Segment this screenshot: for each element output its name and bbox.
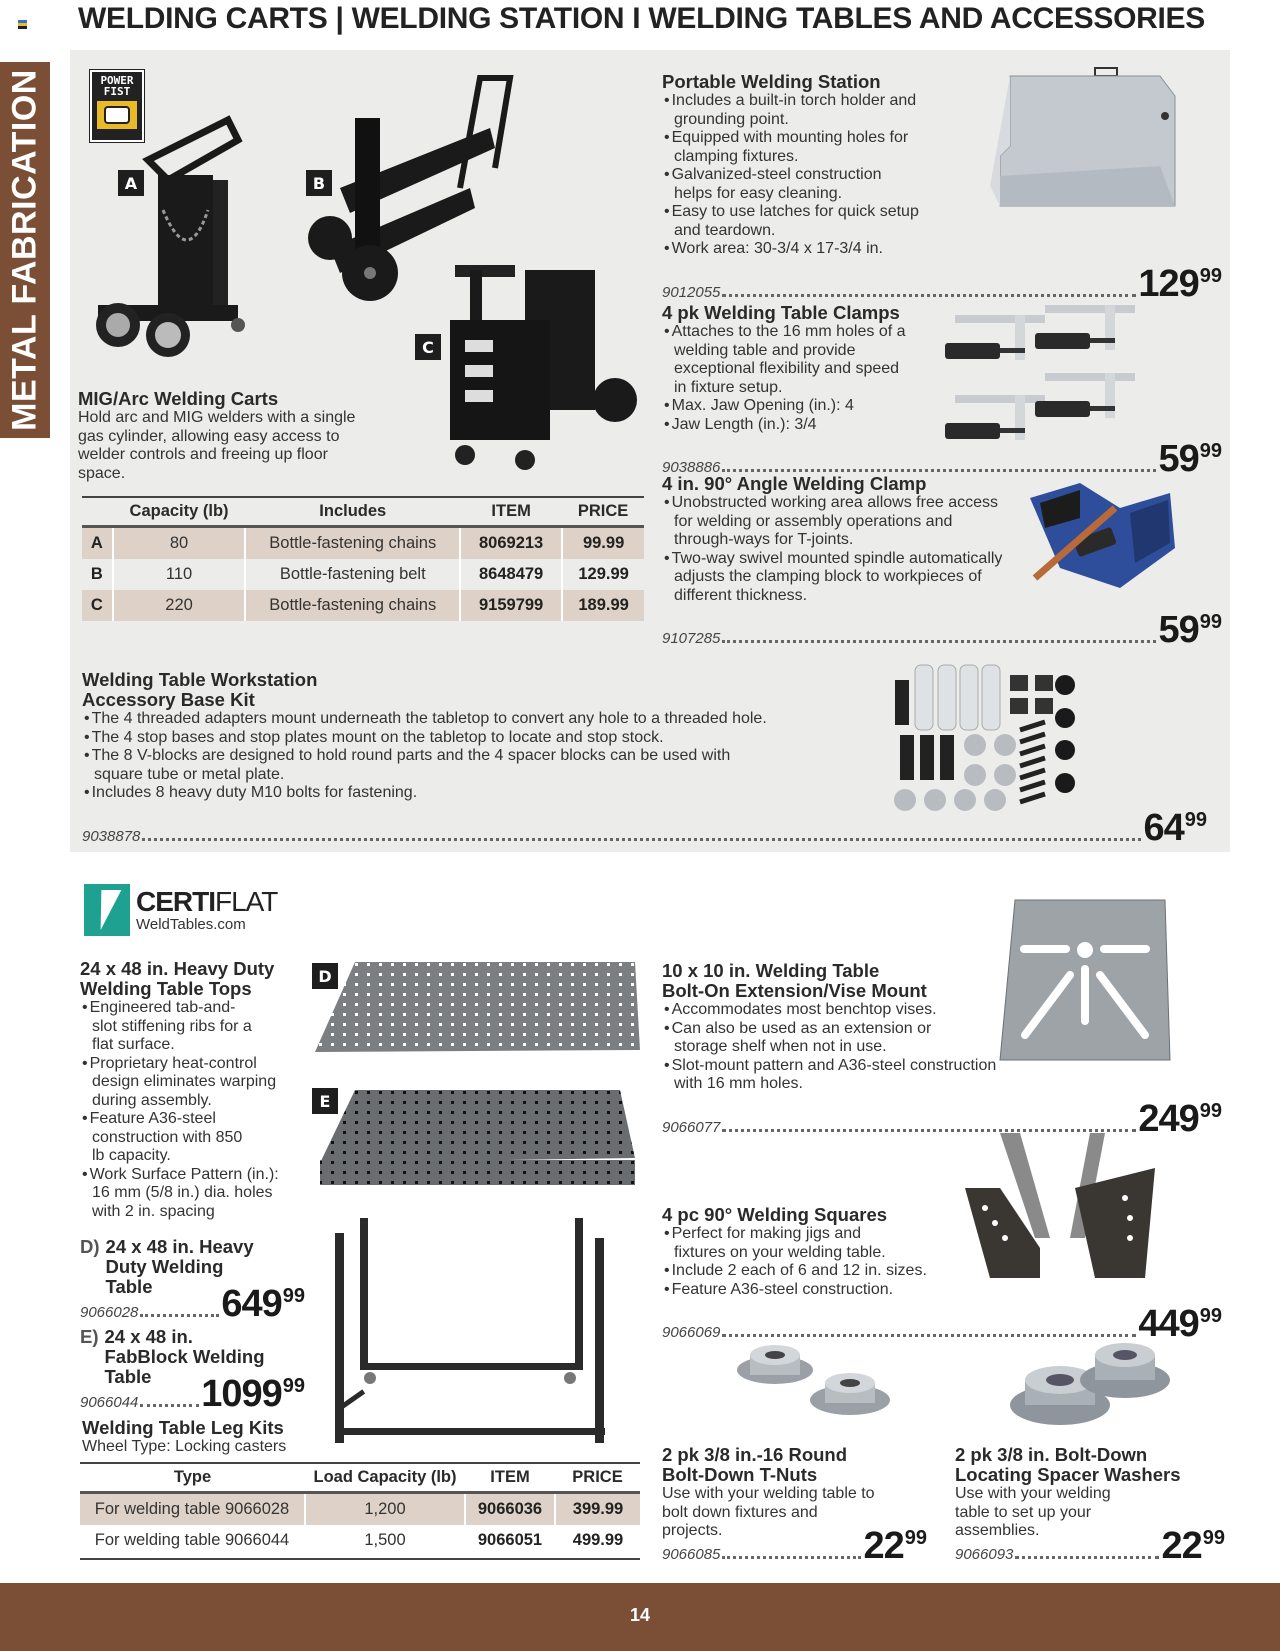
sku-price-line [662, 434, 1222, 480]
product-title: Accessory Base Kit [82, 689, 255, 710]
capacity-cell: 110 [113, 559, 246, 590]
includes-cell: Bottle-fastening belt [245, 559, 460, 590]
feature-list [662, 1001, 1002, 1094]
carts-spec-table [82, 498, 644, 621]
page-number: 14 [629, 1605, 651, 1625]
product-title: Bolt-Down T-Nuts [662, 1464, 818, 1485]
price-cents: 99 [1199, 440, 1222, 462]
price-cell: 99.99 [562, 527, 644, 560]
item-cell: 9066051 [465, 1525, 555, 1556]
price-dollars: 129 [1138, 262, 1199, 305]
lightning-bolt-icon [84, 884, 130, 936]
wordmark-bold: CERTI [136, 885, 215, 917]
sku: 9107285 [662, 630, 721, 647]
logo-text: POWER [100, 74, 134, 87]
product-title: 4 pk Welding Table Clamps [662, 302, 900, 323]
feature-list [662, 323, 907, 434]
welding-squares-image [960, 1128, 1160, 1288]
page-title: WELDING CARTS | WELDING STATION I WELDING TABLES AND ACCESSORIES [78, 2, 1205, 35]
price [1138, 259, 1222, 305]
col-type: Type [80, 1464, 305, 1493]
table-tops-block [80, 959, 300, 1221]
logo-text: FIST [103, 85, 131, 98]
price-dollars: 22 [1161, 1524, 1202, 1567]
price-cents: 99 [1199, 611, 1222, 633]
variant-name: 24 x 48 in. Heavy Duty Welding Table [105, 1236, 254, 1297]
variant-label: D) [80, 1236, 100, 1257]
feature-item: • Include 2 each of 6 and 12 in. sizes. [662, 1262, 952, 1281]
price-dollars: 1099 [201, 1373, 282, 1415]
table-row [82, 559, 644, 590]
table-clamps-image [945, 295, 1135, 445]
angle-clamp-image [1020, 478, 1180, 598]
label-e: E [312, 1088, 338, 1114]
feature-list [662, 1225, 952, 1299]
sku: 9066044 [80, 1394, 139, 1411]
label-a: A [118, 170, 144, 196]
price-cents: 99 [1184, 808, 1207, 831]
product-title: 24 x 48 in. Heavy Duty Welding Table Tops [80, 958, 275, 999]
leader-dots [140, 1404, 199, 1407]
table-header-row [80, 1464, 640, 1493]
feature-item: • Jaw Length (in.): 3/4 [662, 416, 907, 435]
product-title: Welding Table Workstation [82, 669, 318, 690]
product-description: Hold arc and MIG welders with a single gas cylinder, allowing easy access to welder controls and freeing up floor space. [78, 409, 356, 482]
product-title: 4 in. 90° Angle Welding Clamp [662, 473, 927, 494]
table-bottom-rule [80, 1558, 640, 1560]
table-clamps-block [662, 302, 1222, 480]
leader-dots [1015, 1556, 1159, 1559]
col-capacity: Capacity (lb) [113, 498, 246, 527]
feature-list [662, 92, 922, 259]
capacity-cell: 220 [113, 590, 246, 621]
certiflat-wordmark [136, 885, 278, 917]
print-registration-mark [18, 20, 27, 29]
price [863, 1521, 927, 1567]
section-tab-label: METAL FABRICATION [5, 69, 44, 431]
label-c: C [415, 334, 441, 360]
feature-item: • Unobstructed working area allows free access for welding or assembly operations and through-ways for T-joints. [662, 494, 1012, 550]
feature-item: • Includes 8 heavy duty M10 bolts for fastening. [82, 784, 762, 803]
leg-kits-block [82, 1418, 382, 1457]
leader-dots [142, 838, 1141, 841]
feature-list [80, 999, 300, 1221]
sku-price-line [662, 259, 1222, 305]
product-title: 4 pc 90° Welding Squares [662, 1204, 888, 1225]
row-label: A [82, 527, 113, 560]
feature-item: • Includes a built-in torch holder and grounding point. [662, 92, 922, 129]
table-row [82, 527, 644, 560]
leg-kits-table-wrap [80, 1462, 640, 1560]
feature-item: • Galvanized-steel construction helps for easy cleaning. [662, 166, 922, 203]
certiflat-logo [84, 884, 277, 936]
price-cell: 399.99 [555, 1493, 640, 1526]
vise-mount-image [995, 895, 1175, 1065]
feature-list [82, 710, 767, 803]
feature-item: • Accommodates most benchtop vises. [662, 1001, 1002, 1020]
leg-kits-spec-table [80, 1464, 640, 1556]
product-title: 2 pk 3/8 in. Bolt-Down [955, 1444, 1148, 1465]
product-subtitle: Wheel Type: Locking casters [82, 1438, 287, 1455]
certiflat-url: WeldTables.com [136, 915, 246, 933]
feature-item: • Easy to use latches for quick setup and teardown. [662, 203, 922, 240]
price-cents: 99 [1202, 1526, 1225, 1549]
product-title: Welding Table Leg Kits [82, 1417, 284, 1438]
variant-e-block [80, 1326, 305, 1415]
table-header-row [82, 498, 644, 527]
feature-item: • Engineered tab-and-slot stiffening ribs for a flat surface. [80, 999, 260, 1055]
price [1161, 1521, 1225, 1567]
col-load-capacity: Load Capacity (lb) [305, 1464, 465, 1493]
price-cents: 99 [1199, 1099, 1222, 1122]
price-cell: 499.99 [555, 1525, 640, 1556]
cart-a-image [88, 100, 298, 360]
sku: 9066093 [955, 1545, 1014, 1563]
feature-item: • Proprietary heat-control design eliminates warping during assembly. [80, 1055, 300, 1111]
sku: 9038878 [82, 827, 141, 845]
feature-item: • Perfect for making jigs and fixtures on your welding table. [662, 1225, 912, 1262]
price-cents: 99 [1199, 1305, 1222, 1327]
sku: 9066077 [662, 1118, 721, 1136]
row-label: B [90, 565, 103, 583]
spacer-washers-block [955, 1444, 1225, 1567]
leader-dots [722, 469, 1156, 472]
leader-dots [722, 1556, 861, 1559]
feature-item: • Equipped with mounting holes for clamping fixtures. [662, 129, 922, 166]
sku: 9066085 [662, 1545, 721, 1563]
feature-item: • Work area: 30-3/4 x 17-3/4 in. [662, 240, 962, 259]
leader-dots [140, 1314, 219, 1317]
price-dollars: 649 [221, 1283, 282, 1325]
feature-item: • Two-way swivel mounted spindle automatically adjusts the clamping block to workpieces of different thickness. [662, 550, 1012, 606]
spacer-washers-image [1005, 1335, 1175, 1435]
capacity-cell: 80 [113, 527, 246, 560]
label-b: B [306, 170, 332, 196]
variant-d-block [80, 1236, 305, 1325]
type-cell: For welding table 9066028 [80, 1493, 305, 1526]
carts-table-wrap [82, 496, 644, 621]
capacity-cell: 1,200 [305, 1493, 465, 1526]
product-description: Use with your welding table to bolt down fixtures and projects. [662, 1485, 875, 1539]
price-cents: 99 [904, 1526, 927, 1549]
includes-cell: Bottle-fastening chains [245, 527, 460, 560]
feature-item: • Feature A36-steel construction. [662, 1281, 952, 1300]
base-kit-image [880, 640, 1080, 815]
product-title: Portable Welding Station [662, 71, 881, 92]
table-top-d-image [315, 960, 645, 1055]
section-tab [0, 62, 50, 438]
row-label: C [82, 590, 113, 621]
price-dollars: 59 [1158, 609, 1199, 651]
item-cell: 9159799 [460, 590, 562, 621]
price-cents: 99 [282, 1375, 305, 1397]
feature-item: • The 8 V-blocks are designed to hold round parts and the 4 spacer blocks can be used with square tube or metal plate. [82, 747, 762, 784]
sku: 9066069 [662, 1324, 721, 1341]
leg-kit-image [330, 1218, 610, 1448]
sku: 9038886 [662, 459, 721, 476]
feature-item: • Max. Jaw Opening (in.): 4 [662, 397, 907, 416]
includes-cell: Bottle-fastening chains [245, 590, 460, 621]
capacity-cell: 1,500 [305, 1525, 465, 1556]
price-dollars: 249 [1138, 1097, 1199, 1140]
t-nuts-image [730, 1335, 900, 1425]
col-price: PRICE [555, 1464, 640, 1493]
price-cell: 189.99 [562, 590, 644, 621]
price-dollars: 59 [1158, 438, 1199, 480]
portable-station-image [980, 66, 1180, 216]
product-title: MIG/Arc Welding Carts [78, 388, 279, 409]
carts-description-block [78, 389, 378, 483]
sku: 9066028 [80, 1304, 139, 1321]
price-dollars: 64 [1143, 806, 1184, 849]
product-title: 10 x 10 in. Welding Table [662, 960, 880, 981]
price-dollars: 449 [1138, 1303, 1199, 1345]
col-item: ITEM [460, 498, 562, 527]
price-dollars: 22 [863, 1524, 904, 1567]
col-item: ITEM [465, 1464, 555, 1493]
sku: 9012055 [662, 283, 721, 301]
feature-item: • The 4 threaded adapters mount underneath the tabletop to convert any hole to a threaded hole. [82, 710, 862, 729]
price [221, 1279, 305, 1325]
product-description: Use with your welding table to set up your assemblies. [955, 1485, 1111, 1539]
product-title: 2 pk 3/8 in.-16 Round [662, 1444, 848, 1465]
page-footer [0, 1583, 1280, 1651]
variant-label: E) [80, 1326, 99, 1347]
feature-list [662, 494, 1012, 605]
table-top-e-image [315, 1088, 645, 1188]
feature-item: • Can also be used as an extension or storage shelf when not in use. [662, 1020, 932, 1057]
product-title: Locating Spacer Washers [955, 1464, 1181, 1485]
t-nuts-block [662, 1444, 927, 1567]
feature-item: • Work Surface Pattern (in.): 16 mm (5/8 in.) dia. holes with 2 in. spacing [80, 1166, 300, 1222]
item-cell: 9066036 [465, 1493, 555, 1526]
product-title: Bolt-On Extension/Vise Mount [662, 980, 927, 1001]
wordmark-light: FLAT [215, 885, 278, 917]
price-cents: 99 [282, 1285, 305, 1307]
col-label [82, 498, 113, 527]
price-cents: 99 [1199, 264, 1222, 287]
feature-item: • Feature A36-steel construction with 850 lb capacity. [80, 1110, 250, 1166]
price-cell: 129.99 [562, 559, 644, 590]
cart-c-image [445, 250, 645, 470]
label-d: D [312, 963, 338, 989]
item-cell: 8648479 [460, 559, 562, 590]
price [1158, 605, 1222, 651]
variant-name: 24 x 48 in. FabBlock Welding Table [104, 1326, 265, 1387]
type-cell: For welding table 9066044 [94, 1531, 290, 1549]
table-row [82, 590, 644, 621]
col-price: PRICE [562, 498, 644, 527]
price [201, 1369, 305, 1415]
price [1158, 434, 1222, 480]
table-row [80, 1525, 640, 1556]
price [1143, 803, 1207, 849]
item-cell: 8069213 [460, 527, 562, 560]
feature-item: • Slot-mount pattern and A36-steel construction with 16 mm holes. [662, 1057, 1002, 1094]
feature-item: • The 4 stop bases and stop plates mount on the tabletop to locate and stop stock. [82, 729, 762, 748]
col-includes: Includes [245, 498, 460, 527]
feature-item: • Attaches to the 16 mm holes of a welding table and provide exceptional flexibility and speed in fixture setup. [662, 323, 907, 397]
table-row [80, 1493, 640, 1526]
